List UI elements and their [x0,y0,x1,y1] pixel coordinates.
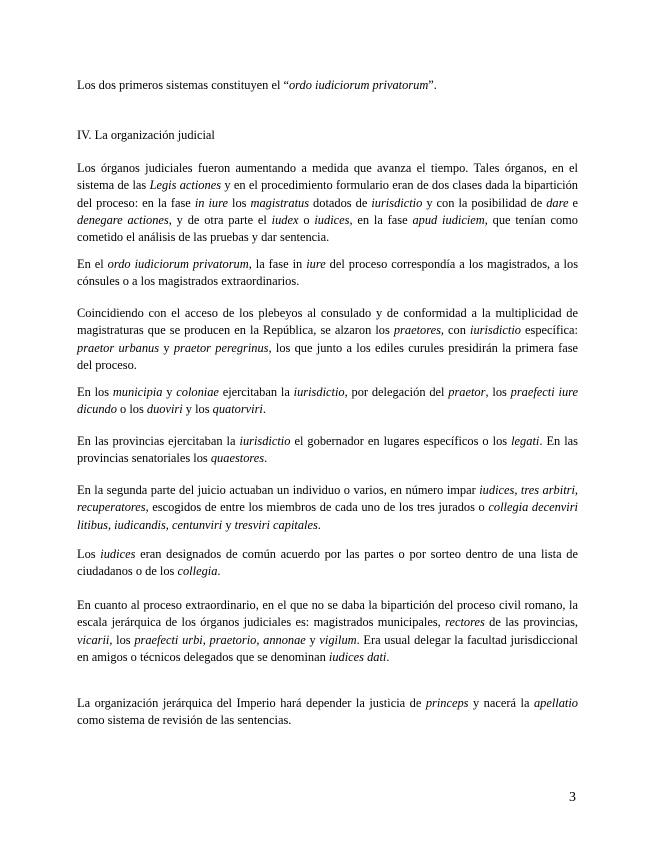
italic-term: in iure [194,195,228,210]
text-run: Los órganos judiciales fueron aumentando a medida que avanza el tiempo. Tales órganos, en el sistema de las [77,161,578,193]
text-run: . [264,451,268,466]
italic-term: praetor peregrinus [173,340,269,355]
italic-term: tresviri capitales [234,517,318,532]
text-run: eran designados de común acuerdo por las partes o por sorteo dentro de una lista de ciudadanos o de los [77,547,578,579]
italic-term: ordo iudiciorum privatorum [107,257,249,271]
italic-term: quatorviri [212,402,263,417]
paragraph-segunda-parte [77,482,578,534]
text-run: Coincidiendo con el acceso de los plebeyos al consulado y de conformidad a la multiplicidad de magistraturas que se producen en la República, se alzaron los [77,306,578,338]
text-run: y [159,340,174,355]
text-run: y [305,632,320,647]
italic-term: collegia [177,564,218,579]
text-run: La organización jerárquica del Imperio hará depender la justicia de [77,696,426,710]
text-run: y en el procedimiento formulario eran de dos clases dada la bipartición del proceso: en la fase [77,178,578,210]
text-run: de las provincias, [484,615,579,630]
text-run: En la segunda parte del juicio actuaban un individuo o varios, en número impar [77,483,480,497]
text-run: como sistema de revisión de las sentencias. [77,713,292,728]
italic-term: praefecti urbi, praetorio, annonae [134,632,306,647]
italic-term: magistratus [250,195,310,210]
italic-term: iure [306,257,326,271]
page-number: 3 [569,790,576,805]
paragraph-municipia [77,384,578,419]
text-run: del proceso correspondía a los magistrados, a los cónsules o a los magistrados extraordinarios. [77,257,579,289]
text-run: escogidos de entre los miembros de cada uno de los tres jurados o [148,500,489,515]
italic-term: princeps [425,696,469,710]
text-run: ejercitaban la [218,385,294,399]
italic-term: iurisdictio [470,323,521,338]
italic-term: coloniae [176,385,219,399]
text-run: , con [440,323,471,338]
italic-term: denegare actiones [77,212,169,227]
text-run: dotados de [309,195,372,210]
text-run: y [162,385,177,399]
text-run: En cuanto al proceso extraordinario, en el que no se daba la bipartición del proceso civil romano, la escala jerárquica de los órganos judiciales es: magistrados municipales, [77,598,578,630]
italic-term: dare [546,195,569,210]
text-run: Los [77,547,101,561]
italic-term: municipia [112,385,163,399]
italic-term: quaestores [210,451,265,466]
text-run: , los [485,385,511,399]
text-run: , los que junto a los ediles curules presidirán la primera fase del proceso. [77,340,579,372]
text-run: y nacerá la [468,696,534,710]
italic-term: ordo iudiciorum privatorum [288,78,429,92]
text-run: , los [109,632,135,647]
text-run: . [262,402,266,417]
text-run: , y de otra parte el [168,212,272,227]
text-run: En los [77,385,113,399]
text-run: En las provincias ejercitaban la [77,434,240,448]
italic-term: apellatio [533,696,578,710]
italic-term: iurisdictio [293,385,345,399]
italic-term: duoviri [146,402,183,417]
text-run: y [222,517,235,532]
italic-term: iudices [100,547,136,561]
italic-term: praetor urbanus [77,340,160,355]
text-run: , la fase in [248,257,307,271]
paragraph-iudices [77,546,578,581]
text-run: o [298,212,315,227]
italic-term: iudices dati [328,649,387,664]
italic-term: apud iudiciem [412,212,485,227]
text-run: e [568,195,579,210]
italic-term: praefecti iure dicundo [77,385,579,417]
document-page [77,0,578,848]
italic-term: legati [511,434,540,448]
text-run: y con la posibilidad de [422,195,547,210]
paragraph-praetores [77,305,578,374]
text-run: específica: [520,323,578,338]
section-heading: IV. La organización judicial [77,128,215,142]
italic-term: praetor [448,385,486,399]
text-run: . [386,649,390,664]
intro-paragraph [77,77,578,94]
paragraph-imperio [77,695,578,730]
italic-term: iudex [271,212,299,227]
italic-term: praetores [393,323,441,338]
text-run: , en la fase [349,212,413,227]
text-run: . Era usual delegar la facultad jurisdiccional en amigos o técnicos delegados que se denominan [77,632,578,664]
text-run: Los dos primeros sistemas constituyen el “ [77,78,289,92]
text-run: , que tenían como cometido el análisis de las pruebas y dar sentencia. [77,212,578,245]
text-run: ”. [428,78,437,92]
text-run: . [217,564,221,579]
italic-term: rectores [445,615,485,630]
paragraph-organos [77,160,578,246]
italic-term: collegia decenviri litibus, iudicandis, centunviri [77,500,579,532]
text-run: . [317,517,321,532]
text-run: los [227,195,251,210]
italic-term: iurisdictio [239,434,291,448]
italic-term: Legis actiones [149,178,222,193]
italic-term: vicarii [77,632,110,647]
paragraph-provincias [77,433,578,468]
paragraph-ordo [77,256,578,291]
text-run: En el [77,257,108,271]
text-run: o los [116,402,147,417]
italic-term: iudices [314,212,350,227]
italic-term: iudices, tres arbitri, recuperatores, [77,483,578,515]
text-run: , por delegación del [344,385,449,399]
text-run: el gobernador en lugares específicos o los [290,434,512,448]
italic-term: vigilum [319,632,357,647]
paragraph-proceso-extraordinario [77,597,578,666]
text-run: . En las provincias senatoriales los [77,434,578,466]
italic-term: iurisdictio [371,195,423,210]
text-run: y los [182,402,213,417]
